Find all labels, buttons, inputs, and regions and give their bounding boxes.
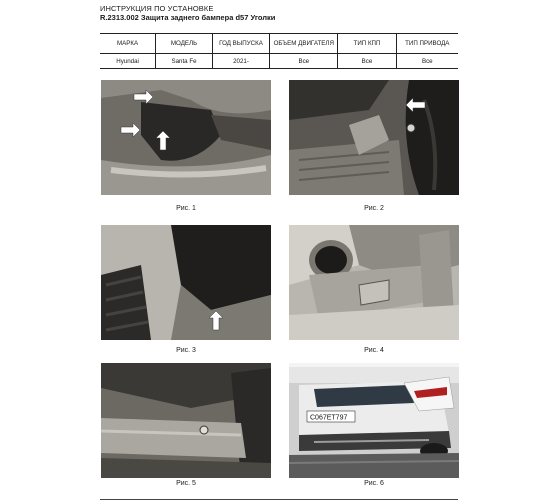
- figure-3-caption: Рис. 3: [176, 347, 196, 354]
- figure-1-caption: Рис. 1: [176, 205, 196, 212]
- document-title: ИНСТРУКЦИЯ ПО УСТАНОВКЕ: [100, 4, 214, 13]
- col-header-gearbox: ТИП КПП: [338, 34, 396, 54]
- figure-4-caption: Рис. 4: [364, 347, 384, 354]
- col-header-engine: ОБЪЕМ ДВИГАТЕЛЯ: [270, 34, 338, 54]
- figure-6-photo: [289, 363, 459, 478]
- cell-year: 2021-: [212, 54, 269, 69]
- figure-6-caption: Рис. 6: [364, 480, 384, 487]
- cell-gearbox: Все: [338, 54, 396, 69]
- cell-drive: Все: [396, 54, 458, 69]
- figure-4-photo: [289, 225, 459, 340]
- cell-model: Santa Fe: [156, 54, 213, 69]
- footer-divider: [100, 499, 458, 500]
- document-subtitle: R.2313.002 Защита заднего бампера d57 Уголки: [100, 13, 276, 22]
- vehicle-spec-table: [100, 33, 458, 69]
- figure-2-caption: Рис. 2: [364, 205, 384, 212]
- col-header-drive: ТИП ПРИВОДА: [396, 34, 458, 54]
- license-plate-text: С067ЕТ797: [310, 414, 348, 422]
- cell-engine: Все: [270, 54, 338, 69]
- document-header: [100, 4, 275, 22]
- cell-brand: Hyundai: [100, 54, 156, 69]
- table-header-row: [100, 34, 458, 54]
- figure-1-photo: [101, 80, 271, 195]
- col-header-model: МОДЕЛЬ: [156, 34, 213, 54]
- figure-5-caption: Рис. 5: [176, 480, 196, 487]
- col-header-year: ГОД ВЫПУСКА: [212, 34, 269, 54]
- table-row: [100, 54, 458, 69]
- figure-2-photo: [289, 80, 459, 195]
- col-header-brand: МАРКА: [100, 34, 156, 54]
- figure-3-photo: [101, 225, 271, 340]
- figure-5-photo: [101, 363, 271, 478]
